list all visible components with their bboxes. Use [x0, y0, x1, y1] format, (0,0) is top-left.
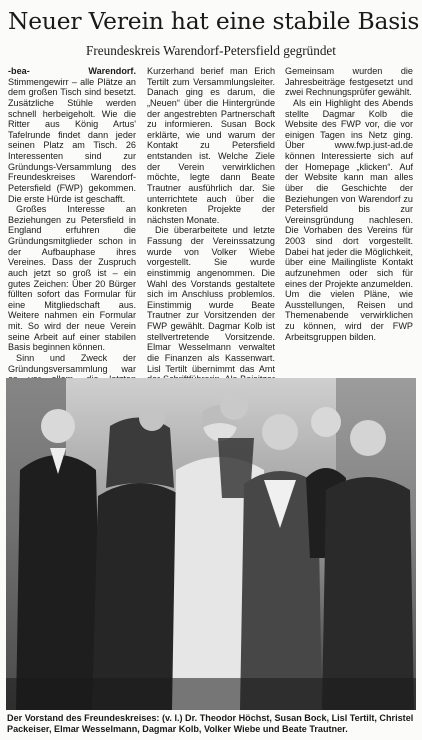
article-paragraph: Kurzerhand berief man Erich Tertilt zum Versammlungsleiter. Danach ging es darum, die „Neuen“ über die Hintergründe der angestrebten Partnerschaft zu informieren. Susan Bock erklärte, wie und warum der Kontakt zu Petersfield entstanden ist. Welche Ziele der Verein verwirklichen möchte, legte dann Beate Trautner ausführlich dar. Sie unterrichtete auch über die konkreten Projekte der nächsten Monate.: [147, 66, 275, 225]
dateline: -bea- Warendorf.: [8, 66, 136, 76]
article-subheadline: Freundeskreis Warendorf-Petersfield gegründet: [86, 43, 336, 58]
article-column-2: [147, 66, 275, 374]
article-paragraph: Als ein Highlight des Abends stellte Dagmar Kolb die Website des FWP vor, die vor einigen Tagen ins Netz ging. Über www.fwp.just-ad.de können Interessierte sich auf der Homepage „klicken“. Auf der Website kann man alles über die Geschichte der Beziehungen von Warendorf zu Petersfield bis zur Vereinsgründung nachlesen. Die Vorhaben des Vereins für 2003 sind dort vorgestellt. Dabei hat jeder die Möglichkeit, über eine Mailingliste Kontakt aufzunehmen oder sich für eines der Projekte anzumelden. Um die vielen Pläne, wie Ausstellungen, Reisen und Themenabende verwirklichen zu können, wird der FWP Arbeitsgruppen bilden.: [285, 97, 413, 342]
article-paragraph: Die überarbeitete und letzte Fassung der Vereinssatzung wurde von Volker Wiebe vorgestellt. Sie wurde einstimmig angenommen. Die Wahl des Vorstands gestaltete sich im Anschluss problemlos. Einstimmig wurde Beate Trautner zur Vorsitzenden der FWP gewählt. Dagmar Kolb ist stellvertretende Vorsitzende. Elmar Wesselmann verwaltet die Finanzen als Kassenwart. Lisl Tertilt übernimmt das Amt: [147, 225, 275, 374]
group-photo-icon: [6, 378, 416, 710]
group-photo: [6, 378, 416, 710]
photo-caption: [7, 713, 419, 735]
article-paragraph: Gemeinsam wurden die Jahresbeiträge festgesetzt und zwei Rechnungsprüfer gewählt.: [285, 66, 413, 98]
article-headline: Neuer Verein hat eine stabile Basis: [8, 7, 420, 35]
article-column-3: [285, 66, 413, 364]
article-paragraph: Sinn und Zweck der Gründungsversammlung war: [8, 352, 136, 374]
article-paragraph: -bea- Warendorf. Stimmengewirr – alle Plätze an dem großen Tisch sind besetzt. Zusätzliche Stühle werden schnell herbeigeholt. Wie die Ritter aus König Artus' Tafelrunde findet dann jeder seinen Platz am Tisch. 26 Interessenten sind zur Gründungs-Versammlung des Freundeskreises Warendorf-Petersfield (FWP) gekommen. Die erste Hürde ist geschafft.: [8, 66, 136, 204]
caption-text: Der Vorstand des Freundeskreises: (v. l.) Dr. Theodor Höchst, Susan Bock, Lisl Tertilt, Christel Packeiser, Elmar Wesselmann, Dagmar Kolb, Volker Wiebe und Beate Trautner.: [7, 713, 414, 734]
article-column-1: [8, 66, 136, 374]
article-paragraph: Großes Interesse an Beziehungen zu Petersfield in England erfuhren die Gründungsmitglieder schon in der Aufbauphase ihres Vereines. Dass der Zuspruch auch jetzt so groß ist – ein gutes Zeichen: Über 20 Bürger füllten sofort das Formular für eine Mitgliedschaft aus. Weitere nahmen ein Formular mit. So wird der neue Verein seine Arbeit auf einer stabilen Basis beginnen können.: [8, 204, 136, 353]
